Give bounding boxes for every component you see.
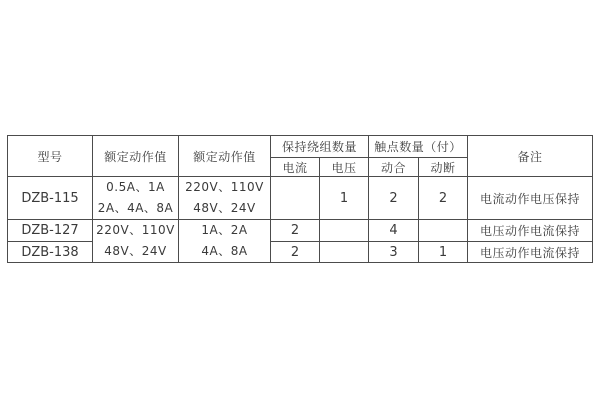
cell-model-dzb-127: DZB-127 — [8, 220, 93, 242]
header-contact-nc: 动断 — [419, 158, 468, 177]
header-row-1 — [8, 136, 593, 158]
cell-contact-nc-dzb-115: 2 — [419, 177, 468, 220]
rated-value-line: 220V、110V — [185, 180, 264, 194]
header-holding-winding-count: 保持绕组数量 — [271, 136, 369, 158]
cell-rated-action-2-merged — [179, 220, 271, 263]
table-row-dzb-115 — [8, 177, 593, 220]
rated-value-line: 48V、24V — [104, 244, 167, 258]
cell-rated-action-2-dzb-115 — [179, 177, 271, 220]
cell-contact-no-dzb-127: 4 — [369, 220, 419, 242]
cell-remark-dzb-138: 电压动作电流保持 — [468, 242, 593, 263]
rated-value-line: 0.5A、1A — [106, 180, 165, 194]
cell-contact-no-dzb-115: 2 — [369, 177, 419, 220]
cell-holding-current-dzb-138: 2 — [271, 242, 320, 263]
cell-rated-action-1-merged — [93, 220, 179, 263]
relay-spec-table — [7, 135, 593, 263]
table-row-dzb-127 — [8, 220, 593, 242]
header-holding-current: 电流 — [271, 158, 320, 177]
cell-holding-voltage-dzb-138 — [320, 242, 369, 263]
cell-holding-voltage-dzb-127 — [320, 220, 369, 242]
header-rated-action-2: 额定动作值 — [179, 136, 271, 177]
header-contact-count: 触点数量（付） — [369, 136, 468, 158]
cell-contact-nc-dzb-127 — [419, 220, 468, 242]
rated-value-line: 220V、110V — [96, 223, 175, 237]
rated-value-line: 2A、4A、8A — [97, 201, 174, 215]
cell-holding-current-dzb-115 — [271, 177, 320, 220]
cell-remark-dzb-115: 电流动作电压保持 — [468, 177, 593, 220]
cell-remark-dzb-127: 电压动作电流保持 — [468, 220, 593, 242]
cell-contact-no-dzb-138: 3 — [369, 242, 419, 263]
rated-value-line: 48V、24V — [193, 201, 256, 215]
header-rated-action-1: 额定动作值 — [93, 136, 179, 177]
header-model: 型号 — [8, 136, 93, 177]
cell-holding-current-dzb-127: 2 — [271, 220, 320, 242]
cell-holding-voltage-dzb-115: 1 — [320, 177, 369, 220]
rated-value-line: 4A、8A — [201, 244, 248, 258]
cell-model-dzb-138: DZB-138 — [8, 242, 93, 263]
rated-value-line: 1A、2A — [201, 223, 248, 237]
cell-contact-nc-dzb-138: 1 — [419, 242, 468, 263]
header-contact-no: 动合 — [369, 158, 419, 177]
cell-rated-action-1-dzb-115 — [93, 177, 179, 220]
header-remark: 备注 — [468, 136, 593, 177]
header-holding-voltage: 电压 — [320, 158, 369, 177]
cell-model-dzb-115: DZB-115 — [8, 177, 93, 220]
